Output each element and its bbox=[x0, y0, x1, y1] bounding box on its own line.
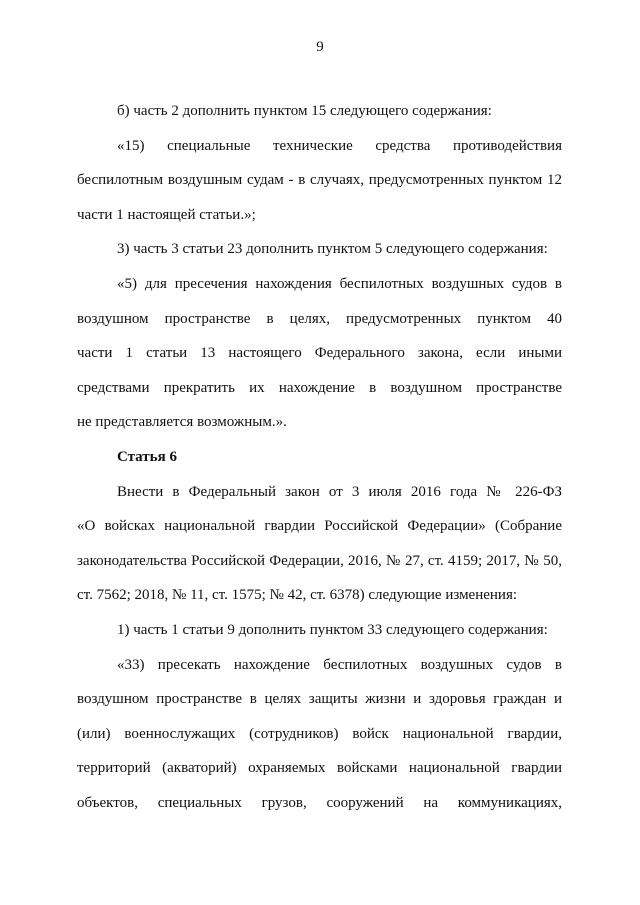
paragraph-article-6-line-3: законодательства Российской Федерации, 2016, № 27, ст. 4159; 2017, № 50, bbox=[77, 552, 562, 569]
paragraph-item-5-line-3: части 1 статьи 13 настоящего Федерального закона, если иными bbox=[77, 345, 562, 362]
paragraph-item-15-line-3: части 1 настоящей статьи.»; bbox=[77, 206, 256, 223]
paragraph-item-33-line-3: (или) военнослужащих (сотрудников) войск национальной гвардии, bbox=[77, 725, 562, 742]
paragraph-item-33-line-4: территорий (акваторий) охраняемых войсками национальной гвардии bbox=[77, 760, 562, 777]
paragraph-item-33-line-1: «33) пресекать нахождение беспилотных воздушных судов в bbox=[117, 656, 562, 673]
paragraph-part-1-article-9: 1) часть 1 статьи 9 дополнить пунктом 33 следующего содержания: bbox=[117, 621, 548, 638]
paragraph-item-15-line-2: беспилотным воздушным судам - в случаях, предусмотренных пунктом 12 bbox=[77, 172, 562, 189]
page-number: 9 bbox=[316, 39, 324, 55]
document-body bbox=[77, 94, 562, 820]
paragraph-part-3-article-23: 3) часть 3 статьи 23 дополнить пунктом 5 следующего содержания: bbox=[117, 241, 548, 258]
paragraph-item-15-line-1: «15) специальные технические средства противодействия bbox=[117, 137, 562, 154]
paragraph-article-6-line-1: Внести в Федеральный закон от 3 июля 2016 года № 226-ФЗ bbox=[117, 483, 562, 500]
paragraph-item-5-line-5: не представляется возможным.». bbox=[77, 414, 287, 431]
article-heading: Статья 6 bbox=[117, 448, 177, 465]
paragraph-item-5-line-4: средствами прекратить их нахождение в воздушном пространстве bbox=[77, 379, 562, 396]
paragraph-item-5-line-2: воздушном пространстве в целях, предусмотренных пунктом 40 bbox=[77, 310, 562, 327]
paragraph-article-6-line-2: «О войсках национальной гвардии Российской Федерации» (Собрание bbox=[77, 518, 562, 535]
paragraph-item-33-line-2: воздушном пространстве в целях защиты жизни и здоровья граждан и bbox=[77, 691, 562, 708]
paragraph-item-5-line-1: «5) для пресечения нахождения беспилотных воздушных судов в bbox=[117, 275, 562, 292]
paragraph-part-2-amendment: б) часть 2 дополнить пунктом 15 следующего содержания: bbox=[117, 103, 492, 119]
paragraph-item-33-line-5: объектов, специальных грузов, сооружений на коммуникациях, bbox=[77, 794, 562, 811]
paragraph-article-6-line-4: ст. 7562; 2018, № 11, ст. 1575; № 42, ст. 6378) следующие изменения: bbox=[77, 587, 518, 604]
